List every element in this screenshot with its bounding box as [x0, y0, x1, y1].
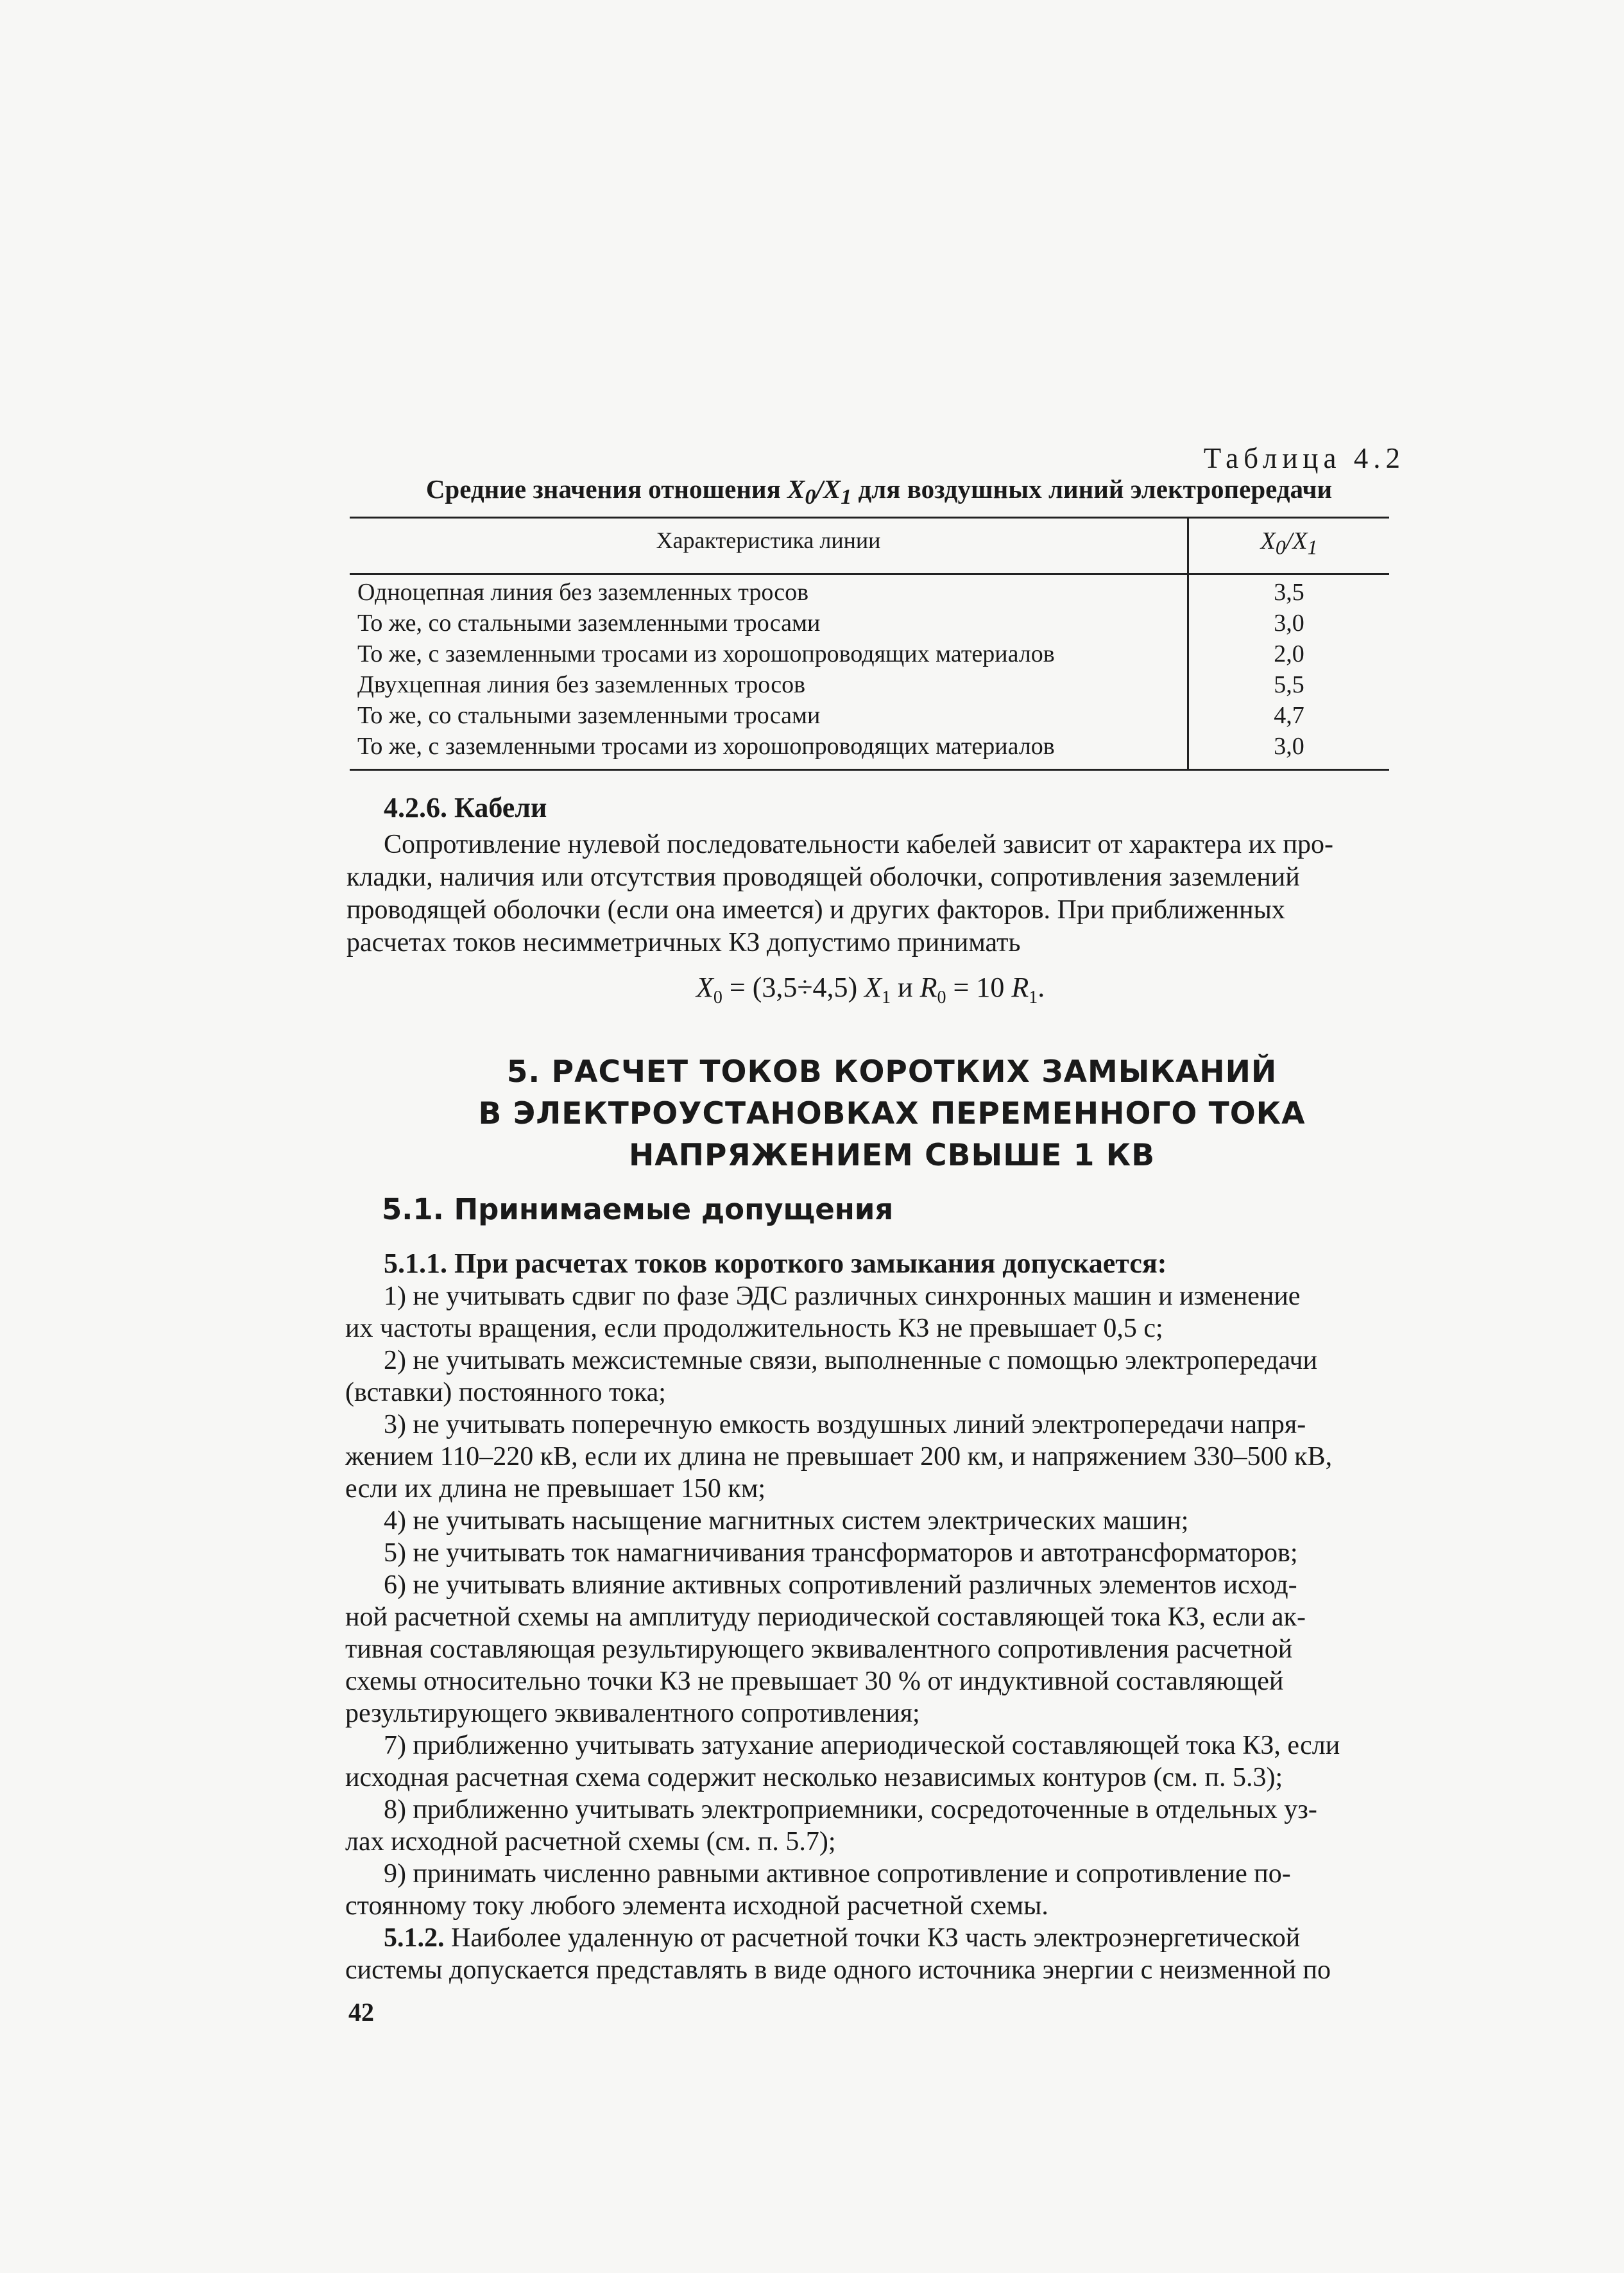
table-bottom-rule [350, 769, 1389, 771]
page-number: 42 [348, 1998, 374, 2027]
section-426-title: 4.2.6. Кабели [384, 792, 547, 823]
table-row [350, 671, 1389, 701]
table-top-rule [350, 517, 1389, 519]
chapter-heading-line: 5. РАСЧЕТ ТОКОВ КОРОТКИХ ЗАМЫКАНИЙ [506, 1054, 1278, 1090]
table-caption-pre: Средние значения отношения [425, 474, 787, 504]
body-line: 9) принимать численно равными активное сопротивление и сопротивление по- [384, 1859, 1291, 1889]
clause-512-line: системы допускается представлять в виде одного источника энергии с неизменной по [345, 1955, 1331, 1985]
table-cell-characteristic: То же, с заземленными тросами из хорошопроводящих материалов [357, 733, 1055, 760]
table-cell-characteristic: То же, с заземленными тросами из хорошопроводящих материалов [357, 640, 1055, 667]
paragraph-line: Сопротивление нулевой последовательности кабелей зависит от характера их про- [384, 830, 1333, 859]
section-subheading: 5.1. Принимаемые допущения [382, 1192, 894, 1226]
table-cell-value: 4,7 [1274, 702, 1304, 729]
table-caption [340, 474, 1418, 510]
table-cell-value: 3,0 [1274, 733, 1304, 760]
table-cell-characteristic: То же, со стальными заземленными тросами [357, 610, 821, 637]
table-row [350, 701, 1389, 732]
clause-511-title: 5.1.1. При расчетах токов короткого замыкания допускается: [384, 1248, 1167, 1279]
paragraph-line: расчетах токов несимметричных КЗ допустимо принимать [346, 928, 1021, 957]
clause-512-line [384, 1923, 1300, 1954]
table-row [350, 578, 1389, 609]
body-line: их частоты вращения, если продолжительность КЗ не превышает 0,5 с; [345, 1314, 1163, 1343]
body-line: 1) не учитывать сдвиг по фазе ЭДС различных синхронных машин и изменение [384, 1282, 1301, 1311]
table-row [350, 640, 1389, 671]
table-cell-characteristic: Двухцепная линия без заземленных тросов [357, 671, 806, 698]
table-row [350, 732, 1389, 763]
body-line: результирующего эквивалентного сопротивления; [345, 1699, 920, 1728]
chapter-heading-line: НАПРЯЖЕНИЕМ СВЫШЕ 1 КВ [628, 1138, 1156, 1173]
body-line: 2) не учитывать межсистемные связи, выполненные с помощью электропередачи [384, 1346, 1317, 1375]
table-header-characteristic: Характеристика линии [656, 528, 881, 553]
cable-formula [696, 971, 1045, 1008]
body-line: жением 110–220 кВ, если их длина не превышает 200 км, и напряжением 330–500 кВ, [345, 1442, 1333, 1471]
table-row [350, 609, 1389, 640]
body-line: тивная составляющая результирующего эквивалентного сопротивления расчетной [345, 1634, 1293, 1664]
table-number-label: Таблица 4.2 [1203, 442, 1405, 474]
body-line: 6) не учитывать влияние активных сопротивлений различных элементов исход- [384, 1570, 1297, 1600]
table-cell-value: 2,0 [1274, 640, 1304, 667]
body-line: схемы относительно точки КЗ не превышает 30 % от индуктивной составляющей [345, 1667, 1284, 1696]
body-line: ной расчетной схемы на амплитуду периодической составляющей тока КЗ, если ак- [345, 1602, 1306, 1632]
paragraph-line: проводящей оболочки (если она имеется) и других факторов. При приближенных [346, 895, 1285, 925]
table-cell-characteristic: Одноцепная линия без заземленных тросов [357, 579, 809, 606]
table-cell-value: 3,5 [1274, 579, 1304, 606]
body-line: 5) не учитывать ток намагничивания трансформаторов и автотрансформаторов; [384, 1538, 1298, 1568]
table-header-rule [350, 573, 1389, 575]
chapter-heading-line: В ЭЛЕКТРОУСТАНОВКАХ ПЕРЕМЕННОГО ТОКА [478, 1096, 1306, 1131]
body-line: исходная расчетная схема содержит несколько независимых контуров (см. п. 5.3); [345, 1763, 1283, 1792]
table-header-ratio: $X_0/X_1$ [1260, 528, 1318, 559]
clause-512-number: 5.1.2. [384, 1923, 445, 1953]
clause-512-text: Наиболее удаленную от расчетной точки КЗ часть электроэнергетической [444, 1923, 1301, 1953]
body-line: (вставки) постоянного тока; [345, 1378, 666, 1407]
body-line: 4) не учитывать насыщение магнитных систем электрических машин; [384, 1506, 1189, 1536]
cable-formula-text: $X_0 = (3,5\div 4,5)$ $X_1$ и $R_0 = 10$ $R_1$. [696, 972, 1045, 1008]
table-cell-value: 3,0 [1274, 610, 1304, 637]
table-caption-post: для воздушных линий электропередачи [851, 474, 1333, 504]
table-caption-ratio: $X_0/X_1$ [787, 474, 852, 510]
paragraph-line: кладки, наличия или отсутствия проводящей оболочки, сопротивления заземлений [346, 862, 1300, 892]
table-cell-value: 5,5 [1274, 671, 1304, 698]
body-line: 8) приближенно учитывать электроприемники, сосредоточенные в отдельных уз- [384, 1795, 1317, 1824]
body-line: если их длина не превышает 150 км; [345, 1474, 766, 1504]
body-line: 7) приближенно учитывать затухание апериодической составляющей тока КЗ, если [384, 1731, 1340, 1760]
body-line: стоянному току любого элемента исходной расчетной схемы. [345, 1891, 1048, 1921]
body-line: лах исходной расчетной схемы (см. п. 5.7); [345, 1827, 836, 1857]
table-cell-characteristic: То же, со стальными заземленными тросами [357, 702, 821, 729]
body-line: 3) не учитывать поперечную емкость воздушных линий электропередачи напря- [384, 1410, 1306, 1439]
